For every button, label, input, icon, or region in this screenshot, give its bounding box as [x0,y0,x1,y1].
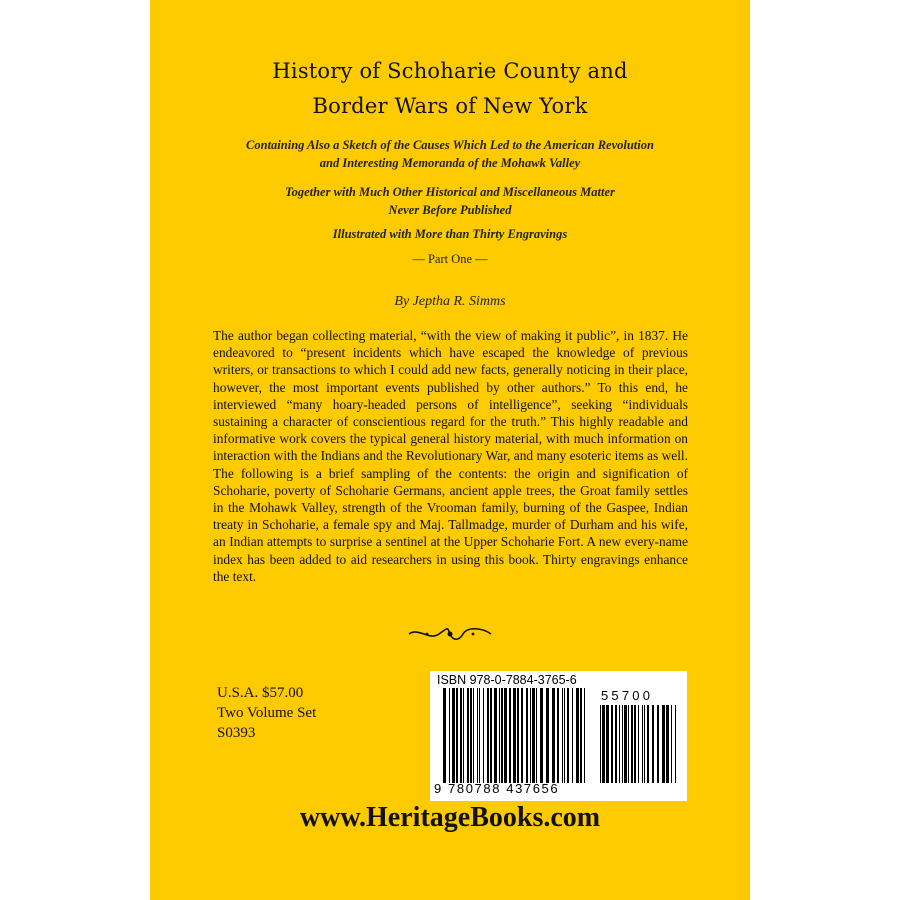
title-line-2: Border Wars of New York [312,94,588,118]
price: U.S.A. $57.00 [217,685,304,701]
subtitle-historical-matter: Together with Much Other Historical and Miscellaneous Matter Never Before Published [285,185,615,217]
subtitle-causes: Containing Also a Sketch of the Causes Which Led to the American Revolution and Interesting Memoranda of the Mohawk Valley [246,138,654,170]
subtitle-engravings: Illustrated with More than Thirty Engravings [332,227,568,241]
catalog-code: S0393 [217,725,256,741]
ean-barcode-icon [443,688,591,783]
part-label: — Part One — [412,252,488,266]
price-info [217,683,316,743]
ornament-divider-icon [407,626,493,642]
description-text: The author began collecting material, “with the view of making it public”, in 1837. He endeavored to “present incidents which have escaped the knowledge of previous writers, or transactions to which I could add new facts, generally noticing in their place, however, the most important events published by other authors.” To this end, he interviewed “many hoary-headed persons of intelligence”, seeking “individuals sustaining a character of conscientious regard for the truth.” This highly readable and informative work covers the typical general history material, with much information on interaction with the Indians and the Revolutionary War, and many esoteric items as well. The following is a brief sampling of the contents: the origin and signification of Schoharie, poverty of Schoharie Germans, ancient apple trees, the Groat family settles in the Mohawk Valley, strength of the Vrooman family, burning of the Gaspee, Indian treaty in Schoharie, a female spy and Maj. Tallmadge, murder of Durham and his wife, an Indian attempts to surprise a sentinel at the Upper Schoharie Fort. A new every-name index has been added to aid researchers in using this book. Thirty engravings enhance the text. [213,328,688,584]
book-back-cover [150,0,750,900]
price-code: 55700 [601,688,654,703]
price-barcode-icon [600,705,680,783]
barcode-number: 9 780788 437656 [434,781,560,796]
author-byline: By Jeptha R. Simms [394,294,506,309]
title-line-1: History of Schoharie County and [272,59,628,83]
isbn-label: ISBN 978-0-7884-3765-6 [437,673,577,687]
volume-set: Two Volume Set [217,705,317,721]
barcode-block [430,671,687,801]
website-url: www.HeritageBooks.com [299,802,601,833]
